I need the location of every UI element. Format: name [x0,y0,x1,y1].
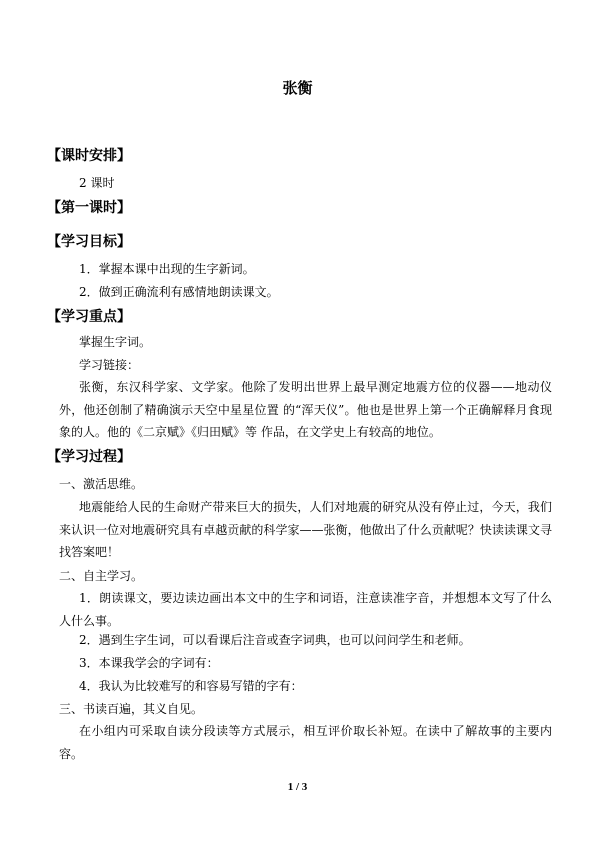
schedule-text: 2 课时 [79,176,115,190]
process-heading: 【学习过程】 [47,449,131,465]
goal-item-2: 2．做到正确流利有感情地朗读课文。 [79,285,279,299]
step1-paragraph: 地震能给人民的生命财产带来巨大的损失，人们对地震的研究从没有停止过，今天，我们来认识一位对地震研究具有卓越贡献的科学家——张衡，他做出了什么贡献呢？快读读课文寻找答案吧！ [59,500,552,559]
link-label: 学习链接： [79,358,140,372]
step2-item-4: 4．我认为比较难写的和容易写错的字有： [79,679,303,693]
step2-item-2: 2．遇到生字生词，可以看课后注音或查字词典，也可以问问学生和老师。 [79,633,471,647]
step3-title: 三、书读百遍，其义自见。 [59,702,204,716]
lesson1-heading: 【第一课时】 [47,200,131,216]
step2-item-1: 1．朗读课文，要边读边画出本文中的生字和词语，注意读准字音，并想想本文写了什么人什么事。 [59,591,552,628]
link-paragraph: 张衡，东汉科学家、文学家。他除了发明出世界上最早测定地震方位的仪器——地动仪外，他还创制了精确演示天空中星星位置 的“浑天仪”。他也是世界上第一个正确解释月食现象的人。他的《二京赋》《归田赋》等 作品，在文学史上有较高的地位。 [59,380,552,439]
focus-heading: 【学习重点】 [47,309,131,325]
step2-item-3: 3．本课我学会的字词有： [79,656,219,670]
schedule-heading: 【课时安排】 [47,148,131,164]
step2-title: 二、自主学习。 [59,569,144,583]
focus-text: 掌握生字词。 [79,335,152,349]
goal-item-1: 1．掌握本课中出现的生字新词。 [79,262,255,276]
page-title: 张衡 [282,79,313,97]
step3-paragraph: 在小组内可采取自读分段读等方式展示，相互评价取长补短。在读中了解故事的主要内容。 [59,724,552,761]
goals-heading: 【学习目标】 [47,234,131,250]
page-number: 1 / 3 [287,781,308,793]
step1-title: 一、激活思维。 [59,477,144,491]
